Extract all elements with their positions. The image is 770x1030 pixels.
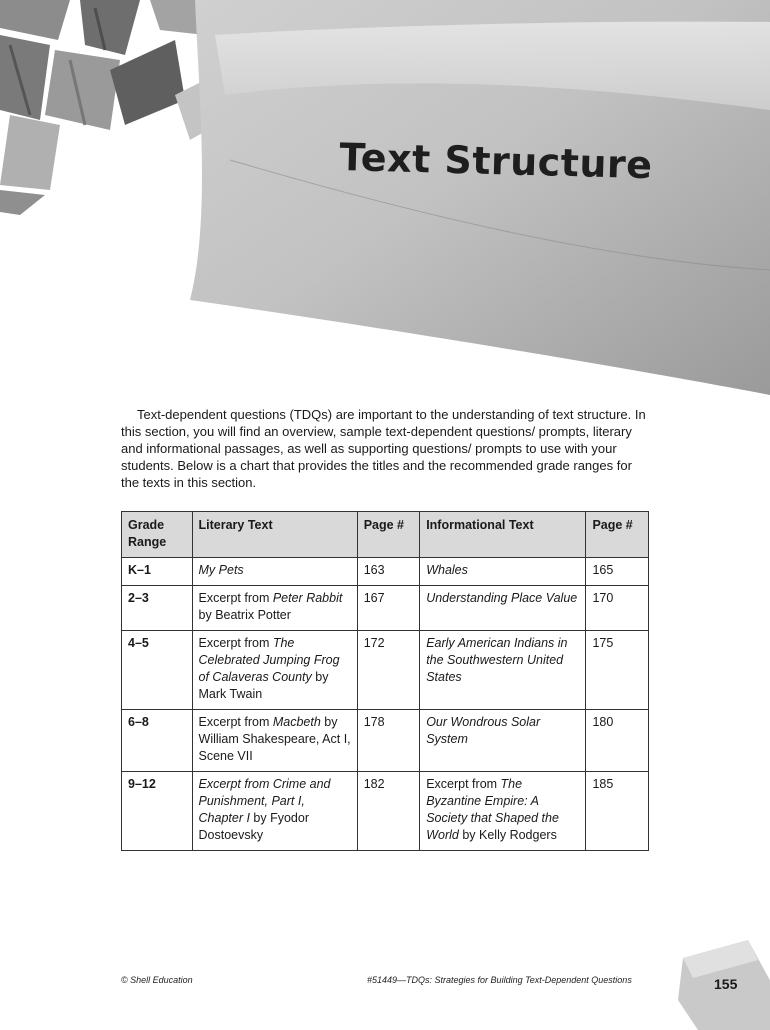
page-number: 155: [714, 976, 738, 992]
literary-text-cell: [192, 558, 357, 586]
literary-page-cell: 167: [357, 586, 420, 631]
informational-text-cell-segment: The Byzantine Empire: A Society that Shaped the World: [426, 777, 559, 842]
table-row: [122, 558, 649, 586]
informational-page-cell: 180: [586, 710, 649, 772]
table-header-row: [122, 512, 649, 558]
column-header: Grade Range: [122, 512, 193, 558]
informational-text-cell: [420, 558, 586, 586]
literary-text-cell-segment: by Mark Twain: [198, 670, 329, 701]
decorative-paper-background: [0, 0, 770, 400]
literary-text-cell-segment: Excerpt from Crime and Punishment, Part I, Chapter I: [198, 777, 331, 825]
informational-text-cell-segment: Early American Indians in the Southwestern United States: [426, 636, 568, 684]
literary-text-cell: [192, 586, 357, 631]
page-title: Text Structure: [338, 135, 654, 188]
informational-text-cell-segment: Excerpt from: [426, 777, 501, 791]
column-header: Page #: [586, 512, 649, 558]
informational-text-cell: [420, 772, 586, 851]
table-body: [122, 558, 649, 851]
informational-text-cell-segment: Understanding Place Value: [426, 591, 578, 605]
literary-text-cell-segment: Excerpt from: [198, 591, 273, 605]
table-row: [122, 631, 649, 710]
texts-table: [121, 511, 649, 851]
table-row: [122, 710, 649, 772]
literary-page-cell: 163: [357, 558, 420, 586]
informational-text-cell: [420, 631, 586, 710]
column-header: Literary Text: [192, 512, 357, 558]
grade-range-cell: K–1: [122, 558, 193, 586]
informational-page-cell: 175: [586, 631, 649, 710]
literary-text-cell-segment: by Beatrix Potter: [198, 608, 291, 622]
informational-text-cell-segment: by Kelly Rodgers: [458, 828, 557, 842]
informational-text-cell-segment: Whales: [426, 563, 468, 577]
literary-text-cell-segment: Excerpt from: [198, 636, 273, 650]
literary-text-cell-segment: The Celebrated Jumping Frog of Calaveras County: [198, 636, 340, 684]
informational-page-cell: 185: [586, 772, 649, 851]
intro-paragraph: Text-dependent questions (TDQs) are important to the understanding of text structure. In this section, you will find an overview, sample text-dependent questions/ prompts, literary and informational passages, as well as supporting questions/ prompts to use with your students. Below is a chart that provides the titles and the recommended grade ranges for the texts in this section.: [121, 407, 646, 490]
copyright-notice: © Shell Education: [121, 975, 193, 985]
literary-page-cell: 182: [357, 772, 420, 851]
literary-text-cell: [192, 710, 357, 772]
literary-text-cell-segment: by Fyodor Dostoevsky: [198, 811, 309, 842]
book-reference: #51449—TDQs: Strategies for Building Text-Dependent Questions: [367, 975, 632, 985]
grade-range-cell: 2–3: [122, 586, 193, 631]
literary-text-cell-segment: Macbeth: [272, 715, 321, 729]
informational-page-cell: 170: [586, 586, 649, 631]
literary-text-cell-segment: Excerpt from: [198, 715, 273, 729]
grade-range-cell: 4–5: [122, 631, 193, 710]
grade-range-cell: 9–12: [122, 772, 193, 851]
literary-text-cell: [192, 772, 357, 851]
informational-text-cell: [420, 586, 586, 631]
literary-text-cell: [192, 631, 357, 710]
literary-text-cell-segment: My Pets: [198, 563, 244, 577]
literary-text-cell-segment: Peter Rabbit: [272, 591, 343, 605]
literary-page-cell: 178: [357, 710, 420, 772]
informational-text-cell: [420, 710, 586, 772]
literary-page-cell: 172: [357, 631, 420, 710]
table-row: [122, 586, 649, 631]
table-row: [122, 772, 649, 851]
grade-range-cell: 6–8: [122, 710, 193, 772]
informational-text-cell-segment: Our Wondrous Solar System: [426, 715, 541, 746]
literary-text-cell-segment: by William Shakespeare, Act I, Scene VII: [198, 715, 351, 763]
column-header: Page #: [357, 512, 420, 558]
informational-page-cell: 165: [586, 558, 649, 586]
column-header: Informational Text: [420, 512, 586, 558]
